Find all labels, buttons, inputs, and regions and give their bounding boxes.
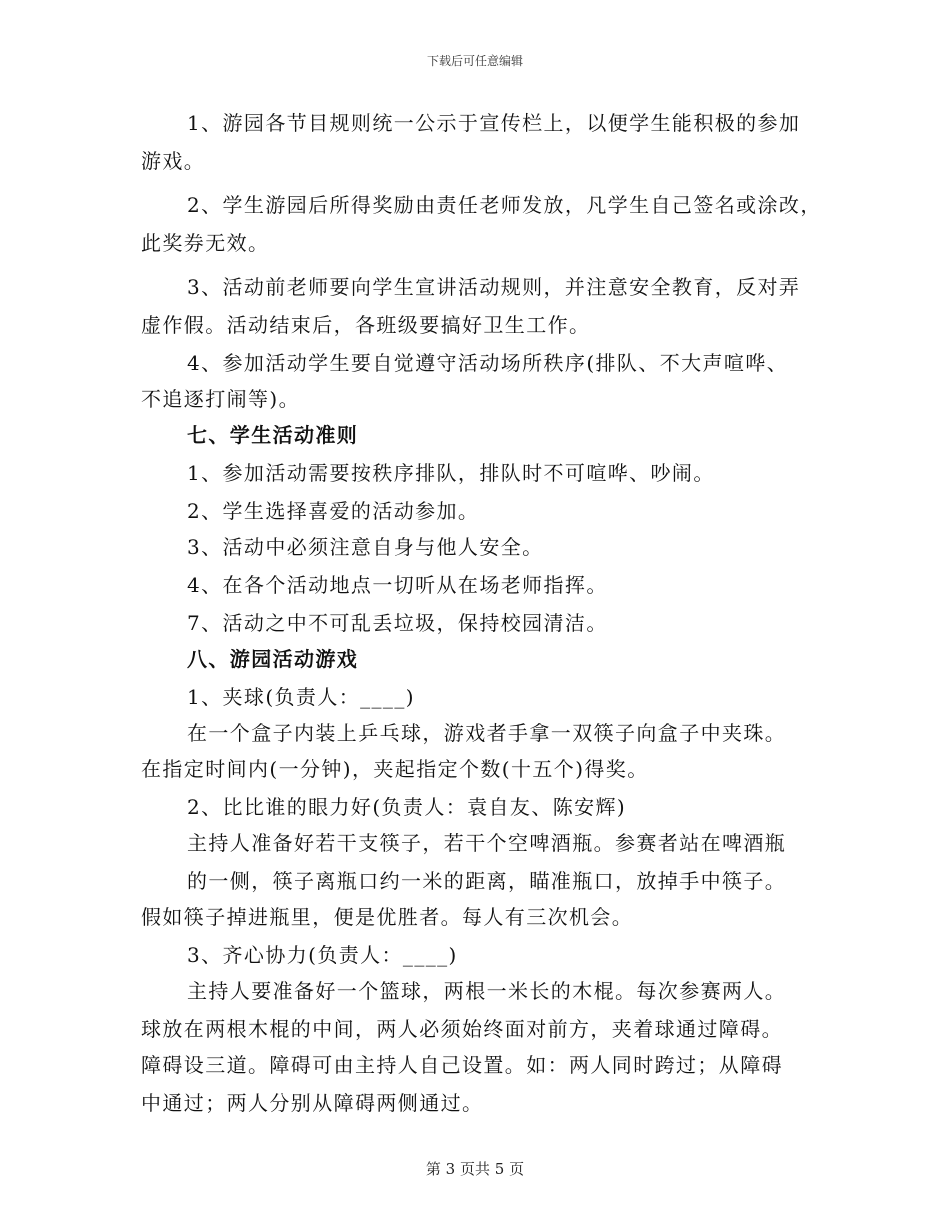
text-line: 1、游园各节目规则统一公示于宣传栏上，以便学生能积极的参加 — [187, 111, 801, 135]
text-line: 游戏。 — [141, 149, 206, 173]
text-line: 4、在各个活动地点一切听从在场老师指挥。 — [187, 573, 608, 597]
section-heading: 八、游园活动游戏 — [187, 647, 359, 671]
text-line: 在一个盒子内装上乒乓球，游戏者手拿一双筷子向盒子中夹珠。 — [187, 721, 787, 745]
text-line: 2、学生游园后所得奖励由责任老师发放，凡学生自己签名或涂改， — [187, 193, 822, 217]
text-line: 在指定时间内(一分钟)，夹起指定个数(十五个)得奖。 — [141, 757, 649, 781]
text-line: 此奖券无效。 — [141, 231, 270, 255]
text-line: 假如筷子掉进瓶里，便是优胜者。每人有三次机会。 — [141, 905, 634, 929]
section-heading: 七、学生活动准则 — [187, 423, 359, 447]
text-line: 不追逐打闹等)。 — [141, 387, 301, 411]
text-line: 1、夹球(负责人：____) — [187, 685, 415, 709]
text-line: 3、活动前老师要向学生宣讲活动规则，并注意安全教育，反对弄 — [187, 275, 801, 299]
text-line: 主持人准备好若干支筷子，若干个空啤酒瓶。参赛者站在啤酒瓶 — [187, 831, 787, 855]
text-line: 球放在两根木棍的中间，两人必须始终面对前方，夹着球通过障碍。 — [141, 1017, 783, 1041]
text-line: 7、活动之中不可乱丢垃圾，保持校园清洁。 — [187, 611, 608, 635]
text-line: 3、活动中必须注意自身与他人安全。 — [187, 535, 544, 559]
text-line: 的一侧，筷子离瓶口约一米的距离，瞄准瓶口，放掉手中筷子。 — [187, 869, 787, 893]
page-footer: 第 3 页共 5 页 — [425, 1160, 525, 1178]
text-line: 2、学生选择喜爱的活动参加。 — [187, 499, 480, 523]
text-line: 4、参加活动学生要自觉遵守活动场所秩序(排队、不大声喧哗、 — [187, 351, 789, 375]
text-line: 障碍设三道。障碍可由主持人自己设置。如：两人同时跨过；从障碍 — [141, 1053, 783, 1077]
text-line: 虚作假。活动结束后，各班级要搞好卫生工作。 — [141, 313, 591, 337]
text-line: 3、齐心协力(负责人：____) — [187, 943, 458, 967]
text-line: 主持人要准备好一个篮球，两根一米长的木棍。每次参赛两人。 — [187, 979, 787, 1003]
page-header: 下载后可任意编辑 — [426, 54, 523, 68]
text-line: 2、比比谁的眼力好(负责人：袁自友、陈安辉) — [187, 795, 627, 819]
text-line: 1、参加活动需要按秩序排队，排队时不可喧哗、吵闹。 — [187, 461, 715, 485]
text-line: 中通过；两人分别从障碍两侧通过。 — [141, 1091, 484, 1115]
